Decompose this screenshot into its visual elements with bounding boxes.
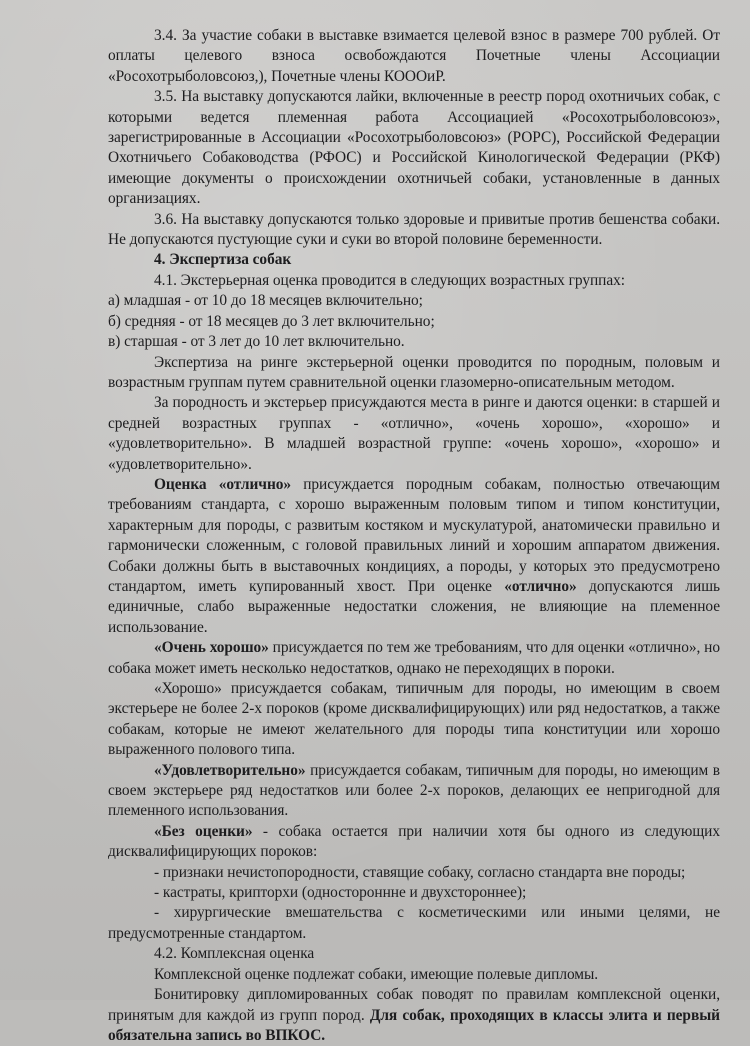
paragraph-3-5: 3.5. На выставку допускаются лайки, включенные в реестр пород охотничьих собак, с которыми ведется племенная работа Ассоциацией «Росохотрыболовсоюз», зарегистрированные в Ассоциации «Росохотрыболовсоюз» (РОРС), Российской Федерации Охотничьего Собаководства (РФОС) и Российской Кинологической Федерации (РКФ) имеющие документы о происхождении охотничьей собаки, установленные в данных организациях. (108, 88, 720, 208)
grade-excellent-text-1: присуждается породным собакам, полностью отвечающим требованиям стандарта, с хорошо выраженным половым типом и типом конституции, характерным для породы, с развитым костяком и мускулатурой, анатомически правильно и гармонически сложенным, с головой правильных линий и хорошим аппаратом движения. Собаки должны быть в выставочных кондициях, а породы, у которых это предусмотрено стандартом, иметь купированный хвост. При оценке (108, 475, 720, 595)
paragraph-grade-satisfactory (108, 761, 720, 822)
grade-satisfactory-text: присуждается собакам, типичным для породы, но имеющим в своем экстерьере ряд недостатков или более 2-х пороков, делающих ее непригодной для племенного использования. (108, 761, 720, 820)
bonitation-text: Бонитировку дипломированных собак поводят по правилам комплексной оценки, принятым для каждой из групп пород. (108, 986, 720, 1024)
paragraph-3-4: 3.4. За участие собаки в выставке взимается целевой взнос в размере 700 рублей. От оплаты целевого взноса освобождаются Почетные члены Ассоциации «Росохотрыболовсоюз,), Почетные члены КОООиР. (108, 27, 720, 85)
age-group-junior: а) младшая - от 10 до 18 месяцев включительно; (108, 292, 423, 310)
grade-excellent-text-2: допускаются лишь единичные, слабо выраженные недостатки сложения, не влияющие на племенное использование. (108, 577, 720, 636)
paragraph-places-grades: За породность и экстерьер присуждаются места в ринге и даются оценки: в старшей и средней возрастных группах - «отлично», «очень хорошо», «хорошо» и «удовлетворительно». В младшей возрастной группе: «очень хорошо», «хорошо» и «удовлетворительно». (108, 394, 720, 473)
bonitation-bold-note: Для собак, проходящих в классы элита и первый обязательна запись во ВПКОС. (108, 1006, 720, 1044)
paragraph-no-grade (108, 822, 720, 863)
age-group-middle: б) средняя - от 18 месяцев до 3 лет включительно; (108, 312, 435, 330)
document-page (108, 26, 720, 1046)
paragraph-ring-expertise: Экспертиза на ринге экстерьерной оценки проводится по породным, половым и возрастным группам путем сравнительной оценки глазомерно-описательным методом. (108, 353, 720, 391)
no-grade-text: - собака остается при наличии хотя бы одного из следующих дисквалифицирующих пороков: (108, 822, 720, 861)
age-group-senior: в) старшая - от 3 лет до 10 лет включительно. (108, 333, 405, 351)
grade-satisfactory-label: «Удовлетворительно» (154, 761, 306, 779)
paragraph-4-1: 4.1. Экстерьерная оценка проводится в следующих возрастных группах: (154, 271, 625, 289)
grade-very-good-label: «Очень хорошо» (154, 639, 269, 657)
section-heading-4: 4. Экспертиза собак (154, 251, 292, 269)
grade-very-good-text: присуждается по тем же требованиям, что для оценки «отлично», но собака может иметь несколько недостатков, однако не переходящих в пороки. (108, 639, 720, 677)
paragraph-4-2-heading: 4.2. Комплексная оценка (154, 945, 315, 963)
disqualification-item-3: - хирургические вмешательства с косметическими или иными целями, не предусмотренные стандартом. (108, 904, 720, 942)
paragraph-grade-very-good (108, 638, 720, 679)
paragraph-3-6: 3.6. На выставку допускаются только здоровые и привитые против бешенства собаки. Не допускаются пустующие суки и суки во второй половине беременности. (108, 210, 720, 249)
grade-excellent-label-2: «отлично» (504, 577, 577, 595)
paragraph-complex-eval: Комплексной оценке подлежат собаки, имеющие полевые дипломы. (154, 965, 599, 983)
paragraph-grade-excellent (108, 475, 720, 638)
no-grade-label: «Без оценки» (154, 822, 253, 840)
disqualification-item-2: - кастраты, крипторхи (одностороннне и двухстороннее); (154, 884, 527, 902)
paragraph-grade-good: «Хорошо» присуждается собакам, типичным для породы, но имеющим в своем экстерьере не более 2-х пороков (кроме дисквалифицирующих) или ряд недостатков, а также собакам, которые не имеют желательного для породы типа конституции или хорошо выраженного полового типа. (108, 680, 720, 759)
disqualification-item-1: - признаки нечистопородности, ставящие собаку, согласно стандарта вне породы; (154, 863, 686, 881)
paragraph-bonitation (108, 985, 720, 1046)
grade-excellent-label: Оценка «отлично» (154, 475, 292, 493)
